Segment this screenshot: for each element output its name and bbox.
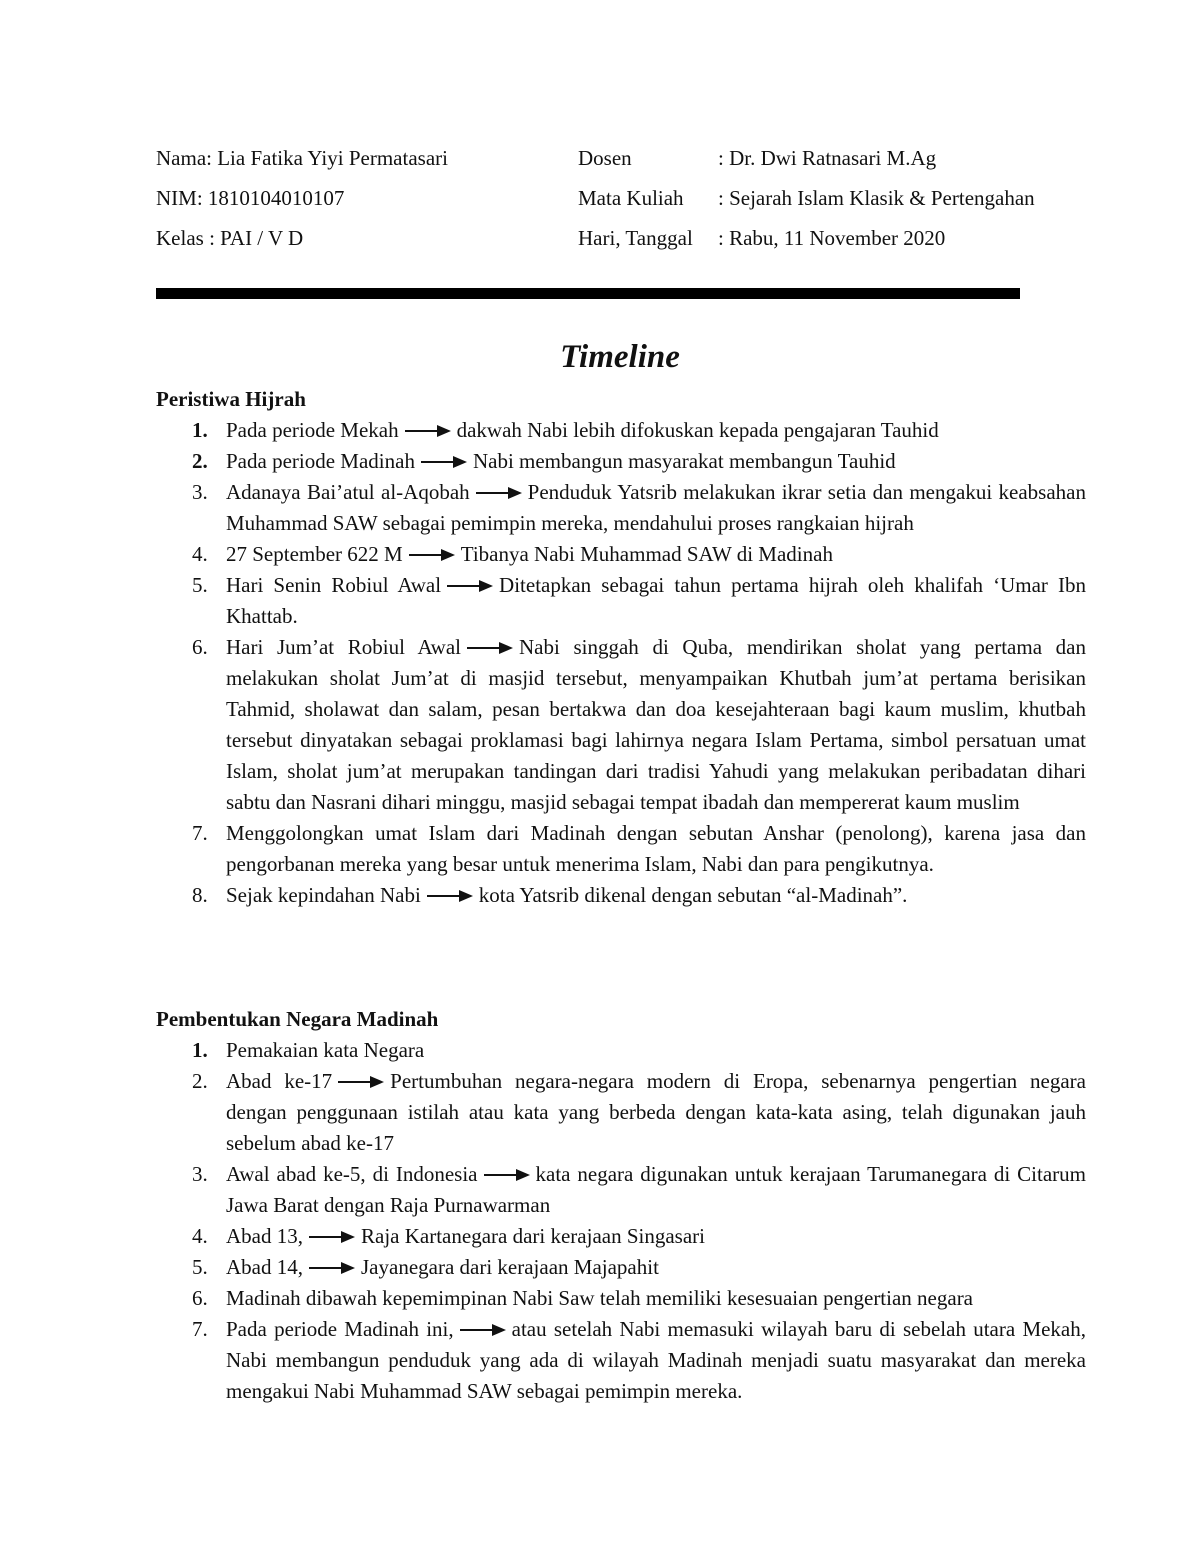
item-event: Awal abad ke-5, di Indonesia — [226, 1162, 478, 1186]
item-text: Madinah dibawah kepemimpinan Nabi Saw telah memiliki kesesuaian pengertian negara — [226, 1286, 974, 1310]
item-event: Hari Senin Robiul Awal — [226, 573, 442, 597]
section-title: Pembentukan Negara Madinah — [156, 1007, 439, 1031]
item-number: 4. — [192, 542, 208, 566]
item-event: Pada periode Madinah — [226, 449, 415, 473]
item-number: 8. — [192, 883, 208, 907]
item-text: Menggolongkan umat Islam dari Madinah dengan sebutan Anshar (penolong), karena jasa dan pengorbanan mereka yang besar untuk menerima Islam, Nabi dan para pengikutnya. — [226, 821, 1086, 876]
item-description: Tibanya Nabi Muhammad SAW di Madinah — [460, 542, 833, 566]
item-event: Hari Jum’at Robiul Awal — [226, 635, 461, 659]
item-description: Pertumbuhan negara-negara modern di Eropa, sebenarnya pengertian negara dengan penggunaan istilah atau kata yang berbeda dengan kata-kata asing, telah digunakan jauh sebelum abad ke-17 — [226, 1069, 1086, 1155]
timeline-list — [156, 415, 1086, 911]
date-value: : Rabu, 11 November 2020 — [718, 226, 946, 250]
list-item — [156, 415, 1086, 446]
item-event: Pada periode Madinah ini, — [226, 1317, 454, 1341]
item-number: 4. — [192, 1224, 208, 1248]
item-description: Penduduk Yatsrib melakukan ikrar setia dan mengakui keabsahan Muhammad SAW sebagai pemimpin mereka, mendahului proses rangkaian hijrah — [226, 480, 1086, 535]
arrow-right-icon — [460, 1315, 506, 1329]
item-description: Nabi singgah di Quba, mendirikan sholat yang pertama dan melakukan sholat Jum’at di masjid tersebut, menyampaikan Khutbah jum’at pertama berisikan Tahmid, sholawat dan salam, pesan bertakwa dan doa kesejahteraan bagi kaum muslim, khutbah tersebut dinyatakan sebagai proklamasi bagi lahirnya negara Islam Pertama, simbol persatuan umat Islam, sholat jum’at merupakan tandingan dari tradisi Yahudi yang melakukan peribadatan dihari sabtu dan Nasrani dihari minggu, masjid sebagai tempat ibadah dan mempererat kaum muslim — [226, 635, 1086, 814]
list-item — [156, 1314, 1086, 1407]
item-event: Abad 14, — [226, 1255, 303, 1279]
list-item — [156, 818, 1086, 880]
list-item — [156, 570, 1086, 632]
item-description: dakwah Nabi lebih difokuskan kepada pengajaran Tauhid — [456, 418, 939, 442]
list-item — [156, 1035, 1086, 1066]
item-number: 6. — [192, 635, 208, 659]
item-event: Sejak kepindahan Nabi — [226, 883, 421, 907]
header-divider — [156, 288, 1020, 299]
list-item — [156, 1221, 1086, 1252]
item-number: 5. — [192, 1255, 208, 1279]
arrow-right-icon — [476, 478, 522, 492]
item-number: 2. — [192, 449, 208, 473]
student-name: Nama: Lia Fatika Yiyi Permatasari — [156, 146, 448, 170]
arrow-right-icon — [338, 1067, 384, 1081]
arrow-right-icon — [409, 540, 455, 554]
list-item — [156, 539, 1086, 570]
list-item — [156, 632, 1086, 818]
timeline-list — [156, 1035, 1086, 1407]
student-class: Kelas : PAI / V D — [156, 226, 304, 250]
item-number: 1. — [192, 1038, 208, 1062]
section-title: Peristiwa Hijrah — [156, 387, 306, 411]
arrow-right-icon — [309, 1222, 355, 1236]
arrow-right-icon — [484, 1160, 530, 1174]
item-number: 2. — [192, 1069, 208, 1093]
arrow-right-icon — [467, 633, 513, 647]
course-value: : Sejarah Islam Klasik & Pertengahan — [718, 186, 1035, 210]
item-number: 3. — [192, 1162, 208, 1186]
item-description: Jayanegara dari kerajaan Majapahit — [361, 1255, 659, 1279]
item-description: Ditetapkan sebagai tahun pertama hijrah oleh khalifah ‘Umar Ibn Khattab. — [226, 573, 1086, 628]
item-number: 6. — [192, 1286, 208, 1310]
section-peristiwa-hijrah — [156, 384, 1086, 911]
date-label: Hari, Tanggal — [578, 226, 693, 250]
list-item — [156, 1252, 1086, 1283]
page-title: Timeline — [560, 339, 680, 375]
lecturer-label: Dosen — [578, 146, 632, 170]
arrow-right-icon — [405, 416, 451, 430]
item-event: Abad ke-17 — [226, 1069, 333, 1093]
list-item — [156, 1283, 1086, 1314]
list-item — [156, 1159, 1086, 1221]
section-pembentukan-negara-madinah — [156, 1004, 1086, 1407]
item-event: Adanaya Bai’atul al-Aqobah — [226, 480, 470, 504]
arrow-right-icon — [427, 881, 473, 895]
arrow-right-icon — [421, 447, 467, 461]
arrow-right-icon — [447, 571, 493, 585]
list-item — [156, 1066, 1086, 1159]
item-number: 7. — [192, 1317, 208, 1341]
list-item — [156, 477, 1086, 539]
list-item — [156, 446, 1086, 477]
item-description: kata negara digunakan untuk kerajaan Tarumanegara di Citarum Jawa Barat dengan Raja Purnawarman — [226, 1162, 1086, 1217]
item-event: Abad 13, — [226, 1224, 303, 1248]
item-description: Raja Kartanegara dari kerajaan Singasari — [361, 1224, 705, 1248]
item-number: 7. — [192, 821, 208, 845]
item-text: Pemakaian kata Negara — [226, 1038, 425, 1062]
item-event: 27 September 622 M — [226, 542, 403, 566]
item-description: kota Yatsrib dikenal dengan sebutan “al-Madinah”. — [478, 883, 908, 907]
course-label: Mata Kuliah — [578, 186, 684, 210]
student-nim: NIM: 1810104010107 — [156, 186, 345, 210]
item-number: 5. — [192, 573, 208, 597]
lecturer-value: : Dr. Dwi Ratnasari M.Ag — [718, 146, 937, 170]
item-event: Pada periode Mekah — [226, 418, 399, 442]
item-number: 1. — [192, 418, 208, 442]
item-number: 3. — [192, 480, 208, 504]
item-description: Nabi membangun masyarakat membangun Tauhid — [472, 449, 896, 473]
item-description: atau setelah Nabi memasuki wilayah baru di sebelah utara Mekah, Nabi membangun penduduk yang ada di wilayah Madinah menjadi suatu masyarakat dan mereka mengakui Nabi Muhammad SAW sebagai pemimpin mereka. — [226, 1317, 1087, 1403]
arrow-right-icon — [309, 1253, 355, 1267]
list-item — [156, 880, 1086, 911]
